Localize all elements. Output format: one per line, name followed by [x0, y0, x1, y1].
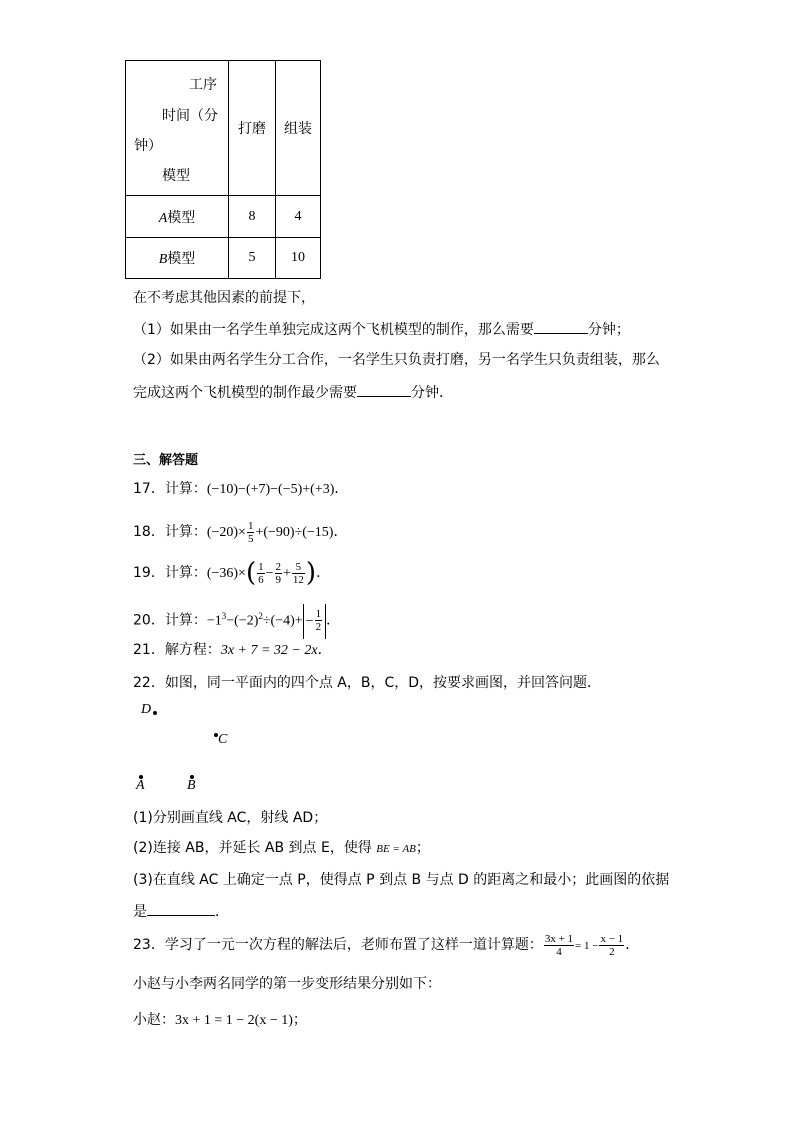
q16-part2-line1: （2）如果由两名学生分工合作，一名学生只负责打磨，另一名学生只负责组装，那么	[133, 352, 660, 368]
fraction: $\frac{1}{5}$	[247, 519, 254, 545]
grind-value: 8	[229, 196, 276, 238]
fraction: $\frac{1}{6}$	[258, 560, 264, 586]
q19: 19．计算：(−36)×( $\frac{1}{6}$ − $\frac{2}{9}$ + $\frac{5}{12}$ )．	[133, 558, 331, 588]
absolute-value: − $\frac{1}{2}$	[303, 604, 326, 639]
point-d	[153, 711, 157, 715]
q22-step3: (3)在直线 AC 上确定一点 P，使得点 P 到点 B 与点 D 的距离之和最小；此画图的依据	[133, 872, 670, 888]
q18: 18．计算：(−20)× $\frac{1}{5}$ +(−90)÷(−15)．	[133, 519, 348, 545]
answer-blank[interactable]	[357, 382, 411, 397]
q23-line2: 小赵与小李两名同学的第一步变形结果分别如下：	[133, 976, 441, 992]
q17: 17．计算：(−10)−(+7)−(−5)+(+3)．	[133, 481, 349, 497]
header-process: 工序	[189, 77, 217, 93]
header-time-b: 钟）	[134, 138, 162, 154]
fraction: $\frac{1}{2}$	[315, 608, 322, 634]
answer-blank[interactable]	[534, 319, 588, 334]
q20: 20．计算：$-1^3-(-2)^2\div(-4)+$ − $\frac{1}{2}$ ．	[133, 599, 340, 639]
q22-step3-cont: 是 ．	[133, 901, 229, 922]
row-label: 模型	[167, 209, 196, 226]
q16-part2-line2: 完成这两个飞机模型的制作最少需要 分钟．	[133, 382, 453, 403]
q17-expression: (−10)−(+7)−(−5)+(+3)	[206, 482, 335, 497]
q21-equation: 3x + 7 = 32 − 2x	[220, 643, 318, 658]
assemble-value: 10	[276, 238, 321, 279]
point-b-label: B	[187, 778, 196, 793]
q22-step1: (1)分别画直线 AC，射线 AD；	[133, 810, 328, 826]
table-header-cell	[126, 61, 229, 196]
assemble-value: 4	[276, 196, 321, 238]
q22-step2: (2)连接 AB，并延长 AB 到点 E，使得 BE = AB；	[133, 840, 430, 856]
row-letter: B	[158, 252, 168, 267]
fraction: $\frac{x - 1}{2}$	[600, 932, 624, 958]
q23-stem: 23．学习了一元一次方程的解法后，老师布置了这样一道计算题： $\frac{3x + 1}{4}$ = 1 − $\frac{x - 1}{2}$ ．	[133, 932, 640, 958]
q22-stem: 22．如图，同一平面内的四个点 A，B，C，D，按要求画图，并回答问题．	[133, 675, 602, 691]
fraction: $\frac{3x + 1}{4}$	[544, 932, 574, 958]
time-table	[125, 60, 321, 279]
header-time-a: 时间（分	[162, 108, 218, 124]
q16-intro: 在不考虑其他因素的前提下，	[133, 290, 315, 306]
point-d-label: D	[141, 702, 152, 717]
table-row	[126, 196, 321, 238]
q23-zhao-step: 3x + 1 = 1 − 2(x − 1)	[175, 1013, 293, 1028]
row-label: 模型	[167, 251, 196, 267]
answer-blank[interactable]	[147, 901, 215, 916]
col-assemble: 组装	[276, 61, 321, 196]
q23-line3: 小赵：3x + 1 = 1 − 2(x − 1)；	[133, 1012, 307, 1028]
fraction: $\frac{5}{12}$	[292, 560, 304, 586]
q21: 21．解方程：3x + 7 = 32 − 2x．	[133, 642, 332, 658]
point-c-label: C	[218, 732, 228, 747]
point-a-label: A	[136, 778, 145, 793]
table-row	[126, 238, 321, 279]
header-model: 模型	[162, 168, 190, 184]
q16-part1: （1）如果由一名学生单独完成这两个飞机模型的制作，那么需要 分钟；	[133, 319, 630, 340]
col-grind: 打磨	[229, 61, 276, 196]
fraction: $\frac{2}{9}$	[275, 560, 282, 586]
row-letter: A	[158, 210, 168, 226]
grind-value: 5	[229, 238, 276, 279]
section-heading: 三、解答题	[133, 453, 199, 468]
